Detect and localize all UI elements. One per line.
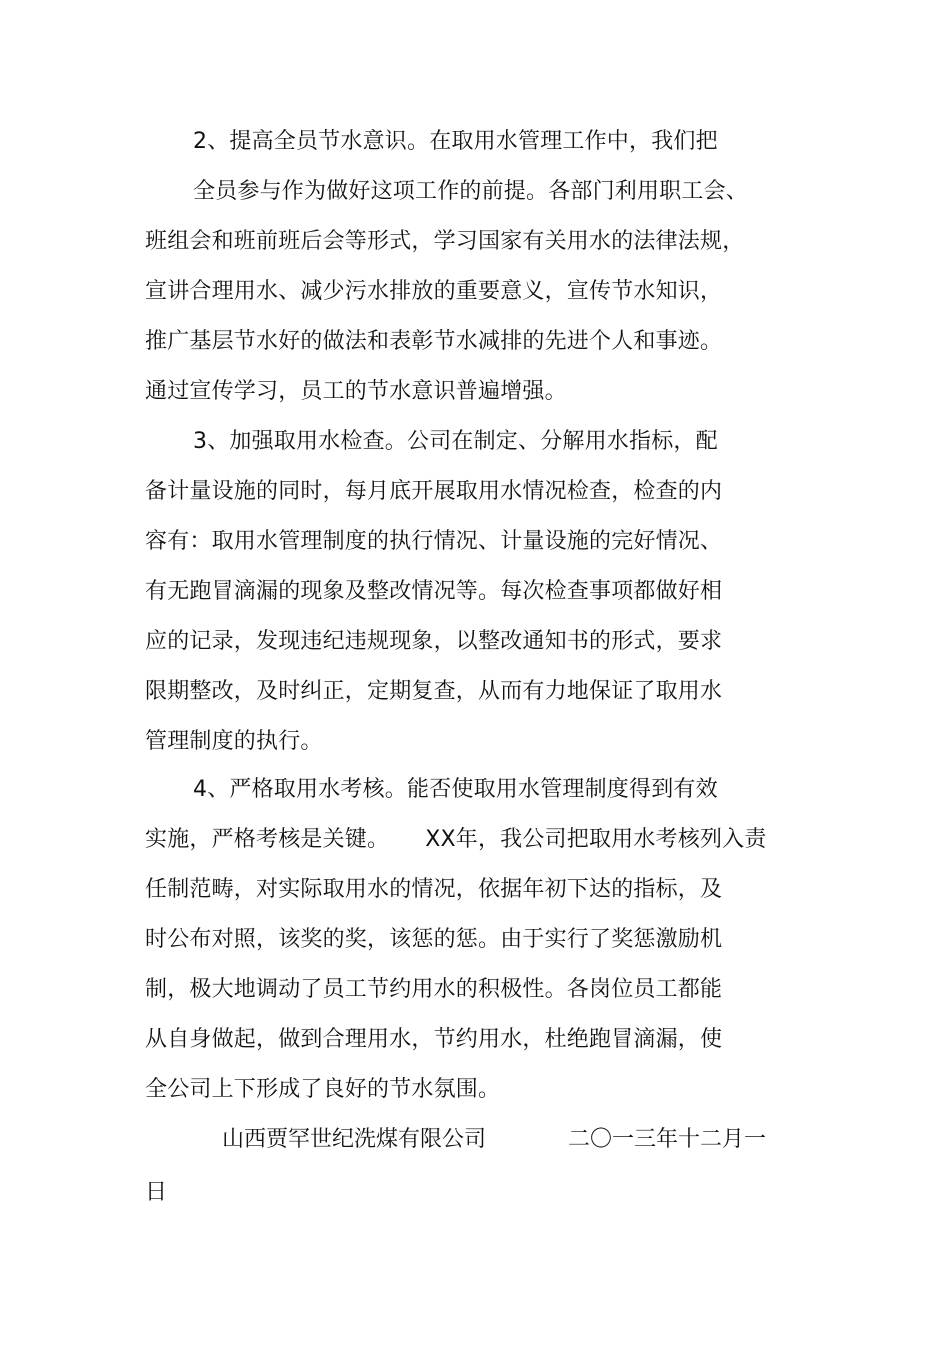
paragraph-2-line-1: 2、提高全员节水意识。在取用水管理工作中，我们把 (193, 129, 718, 154)
paragraph-4-line-4: 时公布对照，该奖的奖，该惩的惩。由于实行了奖惩激励机 (145, 927, 723, 952)
paragraph-2-line-6: 通过宣传学习，员工的节水意识普遍增强。 (145, 379, 567, 404)
paragraph-4-line-2 (145, 825, 767, 855)
paragraph-2-line-3: 班组会和班前班后会等形式，学习国家有关用水的法律法规， (145, 229, 745, 254)
paragraph-4-line-7: 全公司上下形成了良好的节水氛围。 (145, 1077, 501, 1102)
paragraph-3-line-6: 限期整改，及时纠正，定期复查，从而有力地保证了取用水 (145, 679, 723, 704)
paragraph-3-line-3: 容有：取用水管理制度的执行情况、计量设施的完好情况、 (145, 529, 723, 554)
signature-date-continuation: 日 (145, 1180, 168, 1205)
signature-date: 二〇一三年十二月一 (568, 1127, 767, 1152)
paragraph-4-line-2-part-1: 实施，严格考核是关键。 (145, 827, 390, 852)
paragraph-2-line-4: 宣讲合理用水、减少污水排放的重要意义，宣传节水知识， (145, 279, 723, 304)
paragraph-3-line-4: 有无跑冒滴漏的现象及整改情况等。每次检查事项都做好相 (145, 579, 723, 604)
paragraph-4-line-5: 制，极大地调动了员工节约用水的积极性。各岗位员工都能 (145, 977, 723, 1002)
paragraph-4-line-1: 4、严格取用水考核。能否使取用水管理制度得到有效 (193, 777, 718, 802)
signature-company: 山西贾罕世纪洗煤有限公司 (222, 1127, 487, 1152)
paragraph-4-line-6: 从自身做起，做到合理用水，节约用水，杜绝跑冒滴漏，使 (145, 1027, 723, 1052)
paragraph-3-line-5: 应的记录，发现违纪违规现象，以整改通知书的形式，要求 (145, 629, 723, 654)
paragraph-2-line-2: 全员参与作为做好这项工作的前提。各部门利用职工会、 (193, 179, 749, 204)
paragraph-2-line-5: 推广基层节水好的做法和表彰节水减排的先进个人和事迹。 (145, 329, 723, 354)
paragraph-3-line-1: 3、加强取用水检查。公司在制定、分解用水指标，配 (193, 429, 718, 454)
paragraph-3-line-7: 管理制度的执行。 (145, 729, 323, 754)
paragraph-3-line-2: 备计量设施的同时，每月底开展取用水情况检查，检查的内 (145, 479, 723, 504)
paragraph-4-line-2-part-2: XX年，我公司把取用水考核列入责 (425, 827, 767, 852)
paragraph-4-line-3: 任制范畴，对实际取用水的情况，依据年初下达的指标，及 (145, 877, 723, 902)
